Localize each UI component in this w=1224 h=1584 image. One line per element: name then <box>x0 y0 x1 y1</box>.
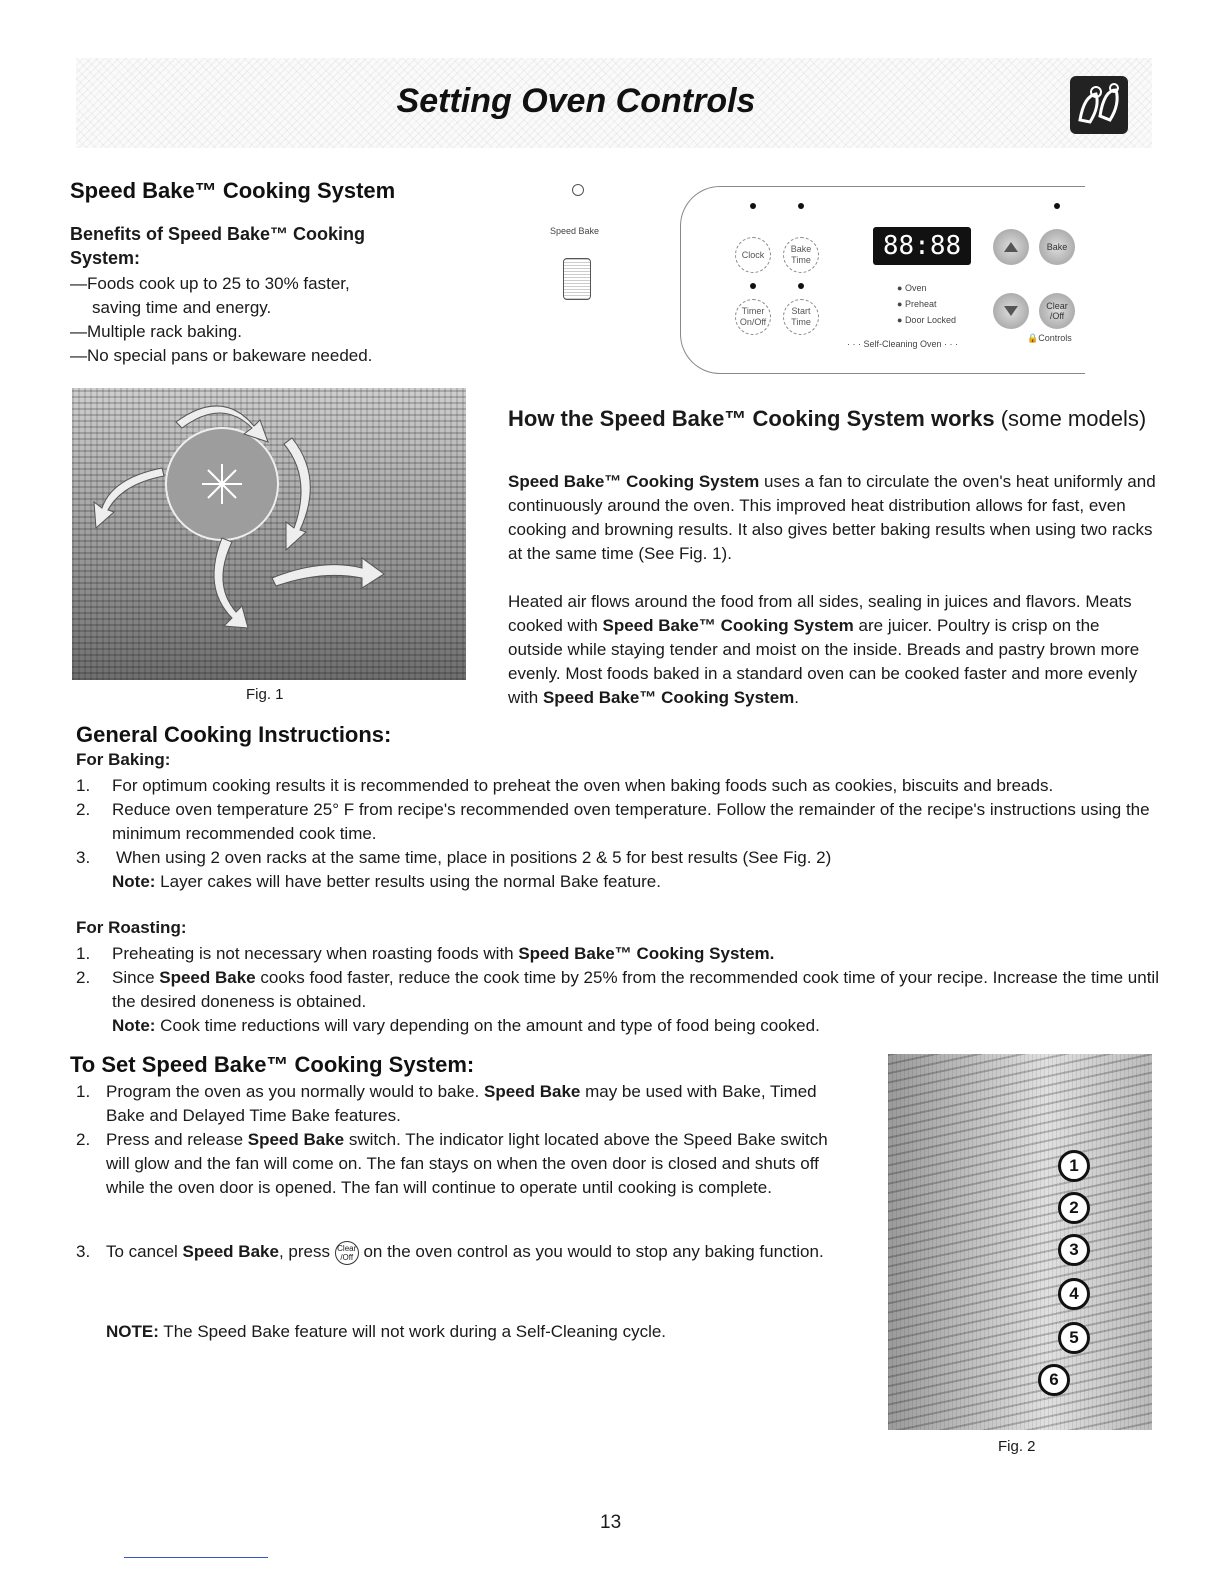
digital-display: 88:88 <box>873 227 971 265</box>
bake-time-pad[interactable]: Bake Time <box>783 237 819 273</box>
to-set-step-2: 2. Press and release Speed Bake switch. The indicator light located above the Speed Bake switch will glow and the fan will come on. The fan stays on when the oven door is closed and shuts off while the oven door is opened. The fan will continue to operate until cooking is complete. <box>76 1130 828 1197</box>
benefit-3: —No special pans or bakeware needed. <box>70 346 373 365</box>
baking-heading: For Baking: <box>76 750 171 769</box>
roasting-note: Note: Cook time reductions will vary depending on the amount and type of food being cooked. <box>112 1016 820 1035</box>
bake-pad[interactable]: Bake <box>1039 229 1075 265</box>
roasting-item-1: 1. Preheating is not necessary when roasting foods with Speed Bake™ Cooking System. <box>76 944 775 963</box>
rack-position-1: 1 <box>1058 1150 1090 1182</box>
to-set-note: NOTE: The Speed Bake feature will not work during a Self-Cleaning cycle. <box>106 1322 667 1341</box>
how-it-works-para-2: Heated air flows around the food from all sides, sealing in juices and flavors. Meats cooked with Speed Bake™ Cooking System are juicer. Poultry is crisp on the outside while staying tender and moist on the inside. Breads and pastry brown more evenly. Most foods baked in a standard oven can be cooked faster and more evenly with Speed Bake™ Cooking System. <box>508 592 1140 707</box>
up-arrow-icon <box>1004 242 1018 252</box>
down-arrow-icon <box>1004 306 1018 316</box>
to-set-step-3: 3. To cancel Speed Bake, press Clear /Off on the oven control as you would to stop any baking function. <box>76 1236 846 1268</box>
bake-time-indicator <box>798 203 804 209</box>
baking-note: Note: Layer cakes will have better results using the normal Bake feature. <box>112 872 661 891</box>
indicator-preheat: ● Preheat <box>897 299 937 309</box>
how-it-works-para-1: Speed Bake™ Cooking System uses a fan to circulate the oven's heat uniformly and continuously around the oven. This improved heat distribution allows for fast, even cooking and browning results. It also gives better baking results when using two racks at the same time (See Fig. 1). <box>508 472 1156 563</box>
rack-position-3: 3 <box>1058 1234 1090 1266</box>
fig2-oven-racks-photo <box>888 1054 1152 1430</box>
to-set-heading: To Set Speed Bake™ Cooking System: <box>70 1052 475 1077</box>
clear-off-key-icon: Clear /Off <box>335 1241 359 1265</box>
page-title: Setting Oven Controls <box>396 82 756 120</box>
page-number: 13 <box>600 1512 622 1533</box>
up-arrow-pad[interactable] <box>993 229 1029 265</box>
rack-position-2: 2 <box>1058 1192 1090 1224</box>
benefit-1-cont: saving time and energy. <box>92 298 272 317</box>
baking-item-3: 3. When using 2 oven racks at the same time, place in positions 2 & 5 for best results (See Fig. 2) <box>76 848 832 867</box>
benefit-1: —Foods cook up to 25 to 30% faster, <box>70 274 350 293</box>
timer-pad[interactable]: Timer On/Off <box>735 299 771 335</box>
rack-position-4: 4 <box>1058 1278 1090 1310</box>
start-time-pad[interactable]: Start Time <box>783 299 819 335</box>
to-set-step-1: 1. Program the oven as you normally would to bake. Speed Bake may be used with Bake, Timed Bake and Delayed Time Bake features. <box>76 1082 817 1125</box>
speed-bake-indicator-light <box>572 184 584 196</box>
controls-lock-label: 🔒Controls <box>1027 333 1072 343</box>
roasting-heading: For Roasting: <box>76 918 187 937</box>
fig2-caption: Fig. 2 <box>998 1438 1036 1455</box>
fig1-caption: Fig. 1 <box>246 686 284 703</box>
indicator-oven: ● Oven <box>897 283 927 293</box>
footer-rule <box>124 1557 268 1558</box>
rack-position-6: 6 <box>1038 1364 1070 1396</box>
indicator-door-locked: ● Door Locked <box>897 315 956 325</box>
timer-indicator <box>750 283 756 289</box>
benefit-2: —Multiple rack baking. <box>70 322 242 341</box>
fig1-oven-fan-photo <box>72 388 466 680</box>
benefits-heading: Benefits of Speed Bake™ Cooking System: <box>70 224 366 268</box>
speed-bake-button[interactable] <box>563 258 591 300</box>
clock-pad[interactable]: Clock <box>735 237 771 273</box>
bake-indicator <box>1054 203 1060 209</box>
oven-control-panel <box>680 186 1085 374</box>
start-time-indicator <box>798 283 804 289</box>
self-cleaning-label: · · · Self-Cleaning Oven · · · <box>847 339 959 349</box>
clock-indicator <box>750 203 756 209</box>
speed-bake-label: Speed Bake <box>550 226 600 236</box>
speed-bake-heading: Speed Bake™ Cooking System <box>70 178 396 203</box>
header-banner <box>76 58 1152 148</box>
baking-item-2: 2. Reduce oven temperature 25° F from recipe's recommended oven temperature. Follow the remainder of the recipe's instructions using the minimum recommended cook time. <box>76 800 1150 843</box>
roasting-item-2: 2. Since Speed Bake cooks food faster, reduce the cook time by 25% from the recommended cook time of your recipe. Increase the time until the desired doneness is obtained. <box>76 968 1159 1011</box>
general-heading: General Cooking Instructions: <box>76 722 392 747</box>
rack-position-5: 5 <box>1058 1322 1090 1354</box>
down-arrow-pad[interactable] <box>993 293 1029 329</box>
baking-item-1: 1. For optimum cooking results it is recommended to preheat the oven when baking foods such as cookies, biscuits and breads. <box>76 776 1054 795</box>
hands-controls-icon <box>1070 76 1128 134</box>
how-it-works-heading: How the Speed Bake™ Cooking System works (some models) <box>508 406 1147 431</box>
clear-off-pad[interactable]: Clear /Off <box>1039 293 1075 329</box>
